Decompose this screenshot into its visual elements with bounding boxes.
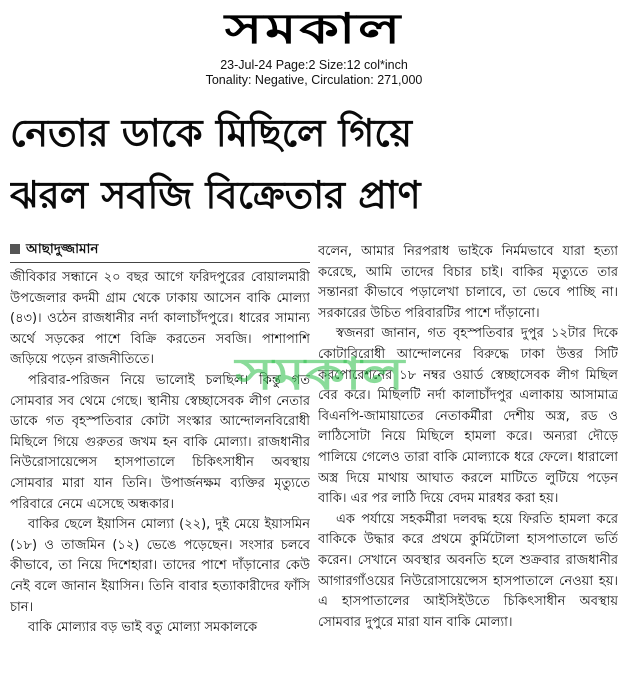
- clipping-meta-date-page-size: 23-Jul-24 Page:2 Size:12 col*inch: [220, 58, 408, 72]
- article-column-left: [10, 268, 310, 693]
- byline-divider: [10, 262, 310, 263]
- article-paragraph: পরিবার-পরিজন নিয়ে ভালোই চলছিল। কিন্তু গত সোমবার সব থেমে গেছে। স্থানীয় স্বেচ্ছাসেবক লীগ নেতার ডাকে গত বৃহস্পতিবার কোটা সংস্কার আন্দোলনবিরোধী মিছিলে গিয়ে গুরুতর জখম হন বাকি মোল্যা। রাজধানীর নিউরোসায়েন্সেস হাসপাতালে চিকিৎসাধীন অবস্থায় সোমবার মারা যান তিনি। উপার্জনক্ষম ব্যক্তির মৃত্যুতে পরিবারে নেমে এসেছে অন্ধকার।: [10, 372, 310, 512]
- headline-line-1: নেতার ডাকে মিছিলে গিয়ে: [10, 111, 412, 155]
- article-paragraph: বাকির ছেলে ইয়াসিন মোল্যা (২২), দুই মেয়ে ইয়াসমিন (১৮) ও তাজমিন (১২) ভেঙে পড়েছেন। সংসার চলবে কীভাবে, তা নিয়ে দিশেহারা। তাদের পাশে দাঁড়ানোর কেউ নেই বলে জানান ইয়াসিন। তিনি বাবার হত্যাকারীদের ফাঁসি চান।: [10, 517, 310, 615]
- byline-author: আছাদুজ্জামান: [26, 241, 99, 257]
- byline: [10, 240, 310, 258]
- byline-square-icon: [10, 244, 20, 254]
- newspaper-logo: সমকাল: [224, 4, 404, 53]
- article-column-right: [318, 242, 618, 694]
- headline-line-2: ঝরল সবজি বিক্রেতার প্রাণ: [10, 173, 421, 217]
- article-paragraph: বাকি মোল্যার বড় ভাই বতু মোল্যা সমকালকে: [28, 620, 258, 636]
- clipping-meta-tonality-circulation: Tonality: Negative, Circulation: 271,000: [205, 73, 423, 87]
- article-paragraph: স্বজনরা জানান, গত বৃহস্পতিবার দুপুর ১২টার দিকে কোটাবিরোধী আন্দোলনের বিরুদ্ধে ঢাকা উত্তর সিটি করপোরেশনের ১৮ নম্বর ওয়ার্ড স্বেচ্ছাসেবক লীগ মিছিল বের করে। মিছিলটি নর্দা কালাচাঁদপুর এলাকায় আসামাত্র বিএনপি-জামায়াতের নেতাকর্মীরা দেশীয় অস্ত্র, রড ও লাঠিসোটা নিয়ে মিছিলে হামলা করে। অন্যরা দৌড়ে পালিয়ে গেলেও তারা বাকি মোল্যাকে ধরে ফেলে। ধারালো অস্ত্র দিয়ে মাথায় আঘাত করলে মাটিতে লুটিয়ে পড়েন বাকি। এর পর লাঠি দিয়ে বেদম মারধর করা হয়।: [318, 326, 618, 507]
- newspaper-masthead: [0, 2, 628, 56]
- article-paragraph: বলেন, আমার নিরপরাধ ভাইকে নির্মমভাবে যারা হত্যা করেছে, আমি তাদের বিচার চাই। বাকির মৃত্যুতে তার সন্তানরা কীভাবে পড়ালেখা চালাবে, তা ভেবে পাচ্ছি না। সরকারের উচিত পরিবারটির পাশে দাঁড়ানো।: [318, 244, 618, 321]
- article-paragraph: জীবিকার সন্ধানে ২০ বছর আগে ফরিদপুরের বোয়ালমারী উপজেলার কদমী গ্রাম থেকে ঢাকায় আসেন বাকি মোল্যা (৪৩)। ওঠেন রাজধানীর নর্দা কালাচাঁদপুরে। ধারের সামান্য অর্থে সড়কের পাশে বিক্রি করতেন সবজি। পাশাপাশি জড়িয়ে পড়েন রাজনীতিতে।: [10, 270, 310, 368]
- watermark-logo: সমকাল: [235, 349, 405, 400]
- article-paragraph: এক পর্যায়ে সহকর্মীরা দলবদ্ধ হয়ে ফিরতি হামলা করে বাকিকে উদ্ধার করে প্রথমে কুর্মিটোলা হাসপাতালে ভর্তি করেন। সেখানে অবস্থার অবনতি হলে শুক্রবার রাজধানীর আগারগাঁওয়ের নিউরোসায়েন্সেস হাসপাতালে নেওয়া হয়। এ হাসপাতালের আইসিইউতে চিকিৎসাধীন অবস্থায় সোমবার দুপুরে মারা যান বাকি মোল্যা।: [318, 511, 618, 630]
